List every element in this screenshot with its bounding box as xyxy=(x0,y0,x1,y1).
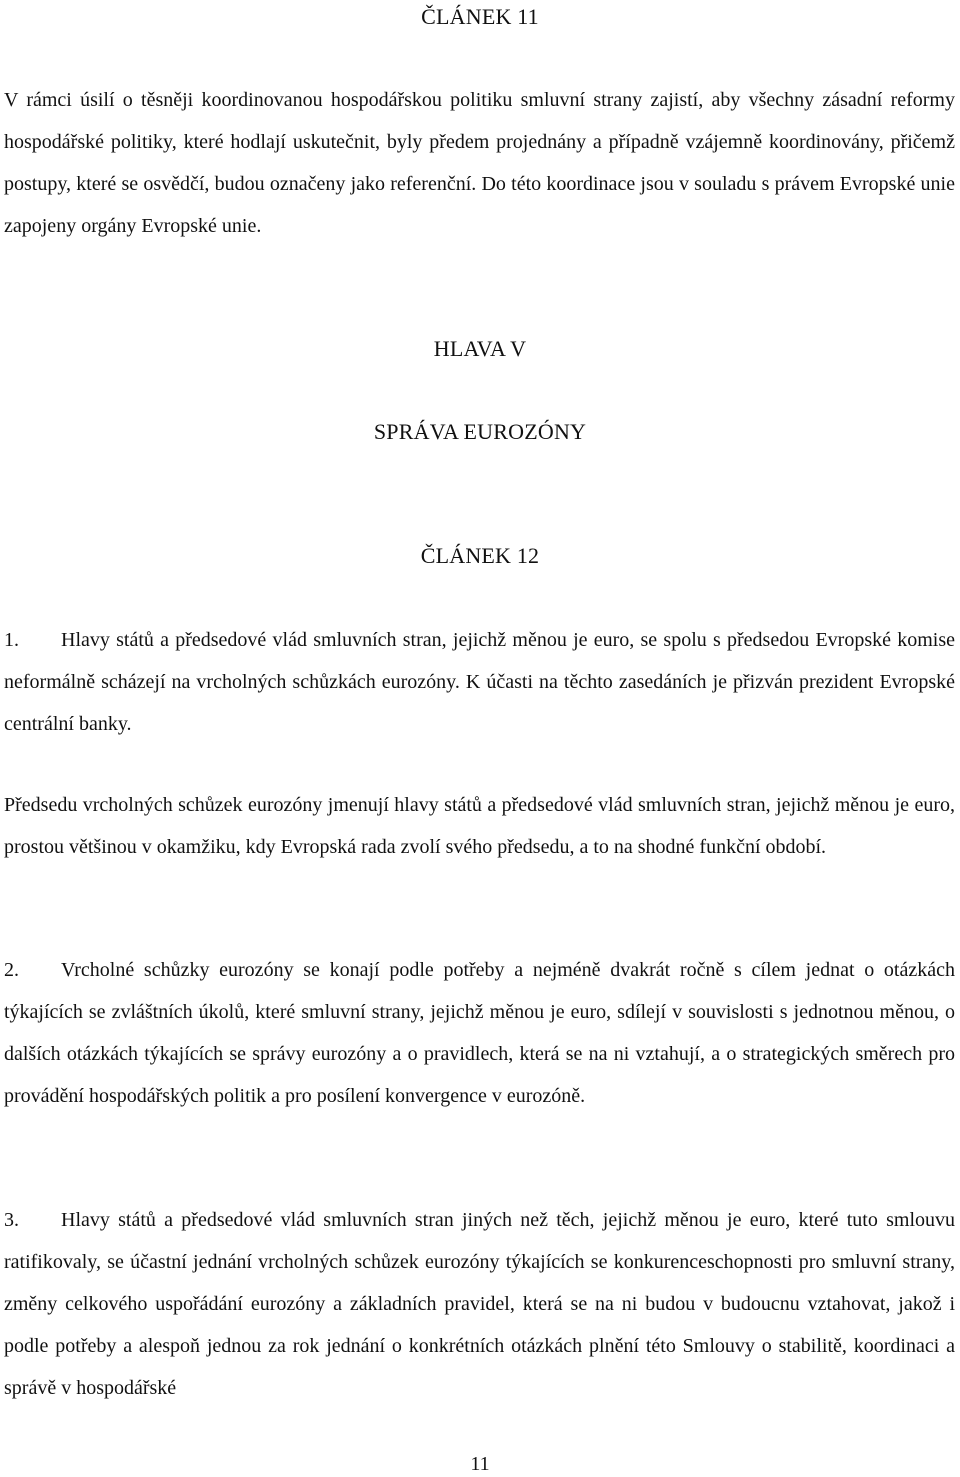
article-12-paragraph-1b: Předsedu vrcholných schůzek eurozóny jmenují hlavy států a předsedové vlád smluvních stran, jejichž měnou je euro, prostou většinou v okamžiku, kdy Evropská rada zvolí svého předsedu, a to na shodné funkční období. xyxy=(4,794,955,858)
article-12-paragraph-1 xyxy=(4,619,955,745)
paragraph-number: 1. xyxy=(4,629,19,651)
paragraph-text: Hlavy států a předsedové vlád smluvních stran, jejichž měnou je euro, se spolu s předsedou Evropské komise neformálně scházejí na vrcholných schůzkách eurozóny. K účasti na těchto zasedáních je přizván prezident Evropské centrální banky. xyxy=(4,629,955,735)
paragraph-number: 3. xyxy=(4,1209,19,1231)
article-12-paragraph-3 xyxy=(4,1199,955,1409)
article-11-paragraph: V rámci úsilí o těsněji koordinovanou hospodářskou politiku smluvní strany zajistí, aby všechny zásadní reformy hospodářské politiky, které hodlají uskutečnit, byly předem projednány a případně vzájemně koordinovány, přičemž postupy, které se osvědčí, budou označeny jako referenční. Do této koordinace jsou v souladu s právem Evropské unie zapojeny orgány Evropské unie. xyxy=(4,89,955,237)
paragraph-number: 2. xyxy=(4,959,19,981)
article-12-title: ČLÁNEK 12 xyxy=(420,543,540,568)
paragraph-text: Vrcholné schůzky eurozóny se konají podle potřeby a nejméně dvakrát ročně s cílem jednat o otázkách týkajících se zvláštních úkolů, které smluvní strany, jejichž měnou je euro, sdílejí v souvislosti s jednotnou měnou, o dalších otázkách týkajících se správy eurozóny a o pravidlech, která se na ni vztahují, a o strategických směrech pro provádění hospodářských politik a pro posílení konvergence v eurozóně. xyxy=(4,959,955,1107)
article-12-paragraph-2 xyxy=(4,949,955,1117)
title-v-subheading: SPRÁVA EUROZÓNY xyxy=(373,419,587,444)
page-number: 11 xyxy=(470,1453,490,1475)
article-11-title: ČLÁNEK 11 xyxy=(421,4,539,29)
paragraph-text: Hlavy států a předsedové vlád smluvních stran jiných než těch, jejichž měnou je euro, které tuto smlouvu ratifikovaly, se účastní jednání vrcholných schůzek eurozóny týkajících se konkurenceschopnosti pro smluvní strany, změny celkového uspořádání eurozóny a základních pravidel, která se na ni budou v budoucnu vztahovat, jakož i podle potřeby a alespoň jednou za rok jednání o konkrétních otázkách plnění této Smlouvy o stabilitě, koordinaci a správě v hospodářské xyxy=(4,1209,955,1399)
title-v-heading: HLAVA V xyxy=(433,336,527,361)
